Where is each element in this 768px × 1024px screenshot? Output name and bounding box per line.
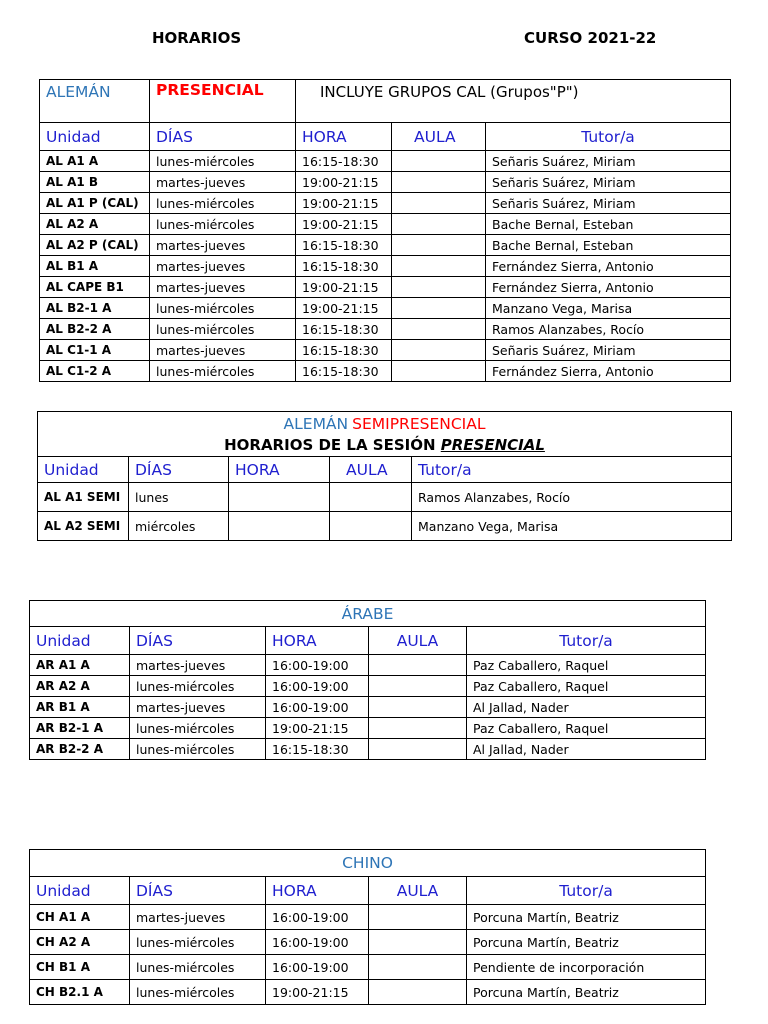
cell-hora: 16:15-18:30	[296, 151, 392, 172]
column-header-row	[30, 877, 706, 905]
cell-dias: martes-jueves	[150, 340, 296, 361]
cell-dias: lunes-miércoles	[130, 980, 266, 1005]
cell-hora: 19:00-21:15	[296, 193, 392, 214]
cell-aula	[369, 905, 467, 930]
cell-unidad: AL B2-2 A	[40, 319, 150, 340]
cell-aula	[369, 718, 467, 739]
col-tutor: Tutor/a	[467, 877, 706, 905]
table-row	[30, 980, 706, 1005]
cell-tutor: Paz Caballero, Raquel	[467, 676, 706, 697]
cell-tutor: Paz Caballero, Raquel	[467, 718, 706, 739]
cell-tutor: Señaris Suárez, Miriam	[486, 172, 731, 193]
cell-tutor: Fernández Sierra, Antonio	[486, 361, 731, 382]
cell-hora: 19:00-21:15	[296, 214, 392, 235]
cell-dias: lunes-miércoles	[130, 676, 266, 697]
cell-hora	[229, 483, 330, 512]
cell-unidad: AL CAPE B1	[40, 277, 150, 298]
table-row	[40, 361, 731, 382]
course-year: CURSO 2021-22	[524, 29, 657, 47]
column-header-row	[38, 457, 732, 483]
table-row	[30, 697, 706, 718]
semi-title: ALEMÁN SEMIPRESENCIAL HORARIOS DE LA SESIÓN PRESENCIAL	[38, 412, 732, 457]
col-aula: AULA	[392, 123, 486, 151]
table-row	[30, 718, 706, 739]
cell-unidad: AL B1 A	[40, 256, 150, 277]
page-title: HORARIOS	[152, 29, 242, 47]
cell-hora: 16:15-18:30	[296, 340, 392, 361]
arabe-title: ÁRABE	[30, 601, 706, 627]
cell-unidad: AL C1-1 A	[40, 340, 150, 361]
col-unidad: Unidad	[30, 627, 130, 655]
cell-tutor: Manzano Vega, Marisa	[486, 298, 731, 319]
cell-tutor: Bache Bernal, Esteban	[486, 235, 731, 256]
table-row	[40, 256, 731, 277]
cell-hora: 16:00-19:00	[266, 930, 369, 955]
cell-hora: 16:15-18:30	[296, 256, 392, 277]
cell-hora: 19:00-21:15	[266, 718, 369, 739]
cell-dias: miércoles	[129, 512, 229, 541]
col-aula: AULA	[330, 457, 412, 483]
cell-dias: martes-jueves	[130, 655, 266, 676]
chino-title: CHINO	[30, 850, 706, 877]
cell-aula	[392, 298, 486, 319]
cell-aula	[392, 193, 486, 214]
cell-tutor: Al Jallad, Nader	[467, 697, 706, 718]
cell-unidad: AR B2-2 A	[30, 739, 130, 760]
cell-hora: 16:15-18:30	[296, 361, 392, 382]
cell-dias: martes-jueves	[150, 256, 296, 277]
cell-unidad: AL A2 SEMI	[38, 512, 129, 541]
cell-tutor: Fernández Sierra, Antonio	[486, 277, 731, 298]
col-dias: DÍAS	[150, 123, 296, 151]
table-row	[30, 676, 706, 697]
table-row	[30, 905, 706, 930]
col-dias: DÍAS	[130, 627, 266, 655]
table-row	[30, 930, 706, 955]
cell-dias: lunes-miércoles	[150, 151, 296, 172]
section-title-row	[30, 850, 706, 877]
table-row	[40, 172, 731, 193]
cell-aula	[330, 512, 412, 541]
cell-aula	[392, 277, 486, 298]
cell-aula	[369, 930, 467, 955]
cell-aula	[369, 980, 467, 1005]
cell-unidad: AR B1 A	[30, 697, 130, 718]
cell-unidad: AL B2-1 A	[40, 298, 150, 319]
column-header-row	[30, 627, 706, 655]
table-row	[40, 193, 731, 214]
mode-title: PRESENCIAL	[150, 80, 296, 123]
cell-unidad: AR A2 A	[30, 676, 130, 697]
col-unidad: Unidad	[38, 457, 129, 483]
cell-dias: lunes-miércoles	[130, 930, 266, 955]
cell-dias: martes-jueves	[150, 235, 296, 256]
cell-hora: 19:00-21:15	[296, 298, 392, 319]
cell-aula	[369, 697, 467, 718]
cell-hora: 16:00-19:00	[266, 955, 369, 980]
col-tutor: Tutor/a	[412, 457, 732, 483]
language-title: ALEMÁN	[40, 80, 150, 123]
table-row	[40, 214, 731, 235]
cell-unidad: AL A1 B	[40, 172, 150, 193]
cell-unidad: CH A1 A	[30, 905, 130, 930]
arabe-table	[29, 600, 706, 760]
table-row	[30, 655, 706, 676]
cell-dias: lunes-miércoles	[150, 319, 296, 340]
section-title-row	[30, 601, 706, 627]
cell-aula	[392, 319, 486, 340]
cell-aula	[392, 340, 486, 361]
cell-aula	[392, 361, 486, 382]
cell-tutor: Al Jallad, Nader	[467, 739, 706, 760]
cell-tutor: Porcuna Martín, Beatriz	[467, 930, 706, 955]
cell-aula	[392, 172, 486, 193]
cell-hora	[229, 512, 330, 541]
cell-unidad: CH B1 A	[30, 955, 130, 980]
col-hora: HORA	[296, 123, 392, 151]
cell-unidad: AL A1 A	[40, 151, 150, 172]
cell-unidad: AL A1 P (CAL)	[40, 193, 150, 214]
cell-unidad: AL A2 P (CAL)	[40, 235, 150, 256]
cell-hora: 16:15-18:30	[266, 739, 369, 760]
cell-dias: lunes-miércoles	[130, 955, 266, 980]
cell-tutor: Fernández Sierra, Antonio	[486, 256, 731, 277]
cell-aula	[369, 739, 467, 760]
cell-hora: 19:00-21:15	[266, 980, 369, 1005]
cell-tutor: Ramos Alanzabes, Rocío	[486, 319, 731, 340]
cell-hora: 16:15-18:30	[296, 235, 392, 256]
cell-hora: 16:15-18:30	[296, 319, 392, 340]
cell-hora: 19:00-21:15	[296, 172, 392, 193]
cell-hora: 16:00-19:00	[266, 676, 369, 697]
cell-aula	[392, 151, 486, 172]
col-unidad: Unidad	[30, 877, 130, 905]
col-unidad: Unidad	[40, 123, 150, 151]
cell-tutor: Señaris Suárez, Miriam	[486, 151, 731, 172]
col-dias: DÍAS	[129, 457, 229, 483]
col-hora: HORA	[229, 457, 330, 483]
col-dias: DÍAS	[130, 877, 266, 905]
cell-aula	[392, 235, 486, 256]
cell-unidad: AL A2 A	[40, 214, 150, 235]
cell-tutor: Pendiente de incorporación	[467, 955, 706, 980]
table-row	[40, 319, 731, 340]
cell-unidad: AR A1 A	[30, 655, 130, 676]
section-title-row	[40, 80, 731, 123]
table-row	[40, 151, 731, 172]
cell-dias: lunes	[129, 483, 229, 512]
cell-dias: martes-jueves	[150, 277, 296, 298]
cal-note: INCLUYE GRUPOS CAL (Grupos"P")	[296, 80, 731, 123]
cell-dias: lunes-miércoles	[150, 298, 296, 319]
table-row	[38, 512, 732, 541]
col-aula: AULA	[369, 877, 467, 905]
cell-tutor: Señaris Suárez, Miriam	[486, 193, 731, 214]
cell-aula	[369, 955, 467, 980]
cell-tutor: Porcuna Martín, Beatriz	[467, 980, 706, 1005]
column-header-row	[40, 123, 731, 151]
col-hora: HORA	[266, 627, 369, 655]
cell-tutor: Paz Caballero, Raquel	[467, 655, 706, 676]
cell-aula	[369, 655, 467, 676]
table-row	[30, 955, 706, 980]
table-row	[40, 235, 731, 256]
table-row	[40, 277, 731, 298]
cell-dias: martes-jueves	[130, 697, 266, 718]
cell-tutor: Bache Bernal, Esteban	[486, 214, 731, 235]
cell-hora: 16:00-19:00	[266, 655, 369, 676]
table-row	[40, 298, 731, 319]
cell-hora: 19:00-21:15	[296, 277, 392, 298]
cell-dias: lunes-miércoles	[150, 214, 296, 235]
cell-unidad: CH B2.1 A	[30, 980, 130, 1005]
cell-dias: lunes-miércoles	[150, 361, 296, 382]
cell-tutor: Manzano Vega, Marisa	[412, 512, 732, 541]
cell-tutor: Ramos Alanzabes, Rocío	[412, 483, 732, 512]
cell-aula	[330, 483, 412, 512]
aleman-presencial-table	[39, 79, 731, 382]
table-row	[30, 739, 706, 760]
cell-unidad: CH A2 A	[30, 930, 130, 955]
cell-dias: martes-jueves	[130, 905, 266, 930]
col-tutor: Tutor/a	[486, 123, 731, 151]
cell-dias: lunes-miércoles	[130, 718, 266, 739]
section-title-row	[38, 412, 732, 457]
cell-hora: 16:00-19:00	[266, 905, 369, 930]
table-row	[38, 483, 732, 512]
cell-aula	[392, 256, 486, 277]
cell-unidad: AL A1 SEMI	[38, 483, 129, 512]
col-tutor: Tutor/a	[467, 627, 706, 655]
cell-unidad: AL C1-2 A	[40, 361, 150, 382]
cell-tutor: Señaris Suárez, Miriam	[486, 340, 731, 361]
cell-aula	[369, 676, 467, 697]
chino-table	[29, 849, 706, 1005]
cell-tutor: Porcuna Martín, Beatriz	[467, 905, 706, 930]
aleman-semi-table	[37, 411, 732, 541]
cell-aula	[392, 214, 486, 235]
table-row	[40, 340, 731, 361]
cell-dias: lunes-miércoles	[150, 193, 296, 214]
cell-dias: lunes-miércoles	[130, 739, 266, 760]
col-aula: AULA	[369, 627, 467, 655]
cell-unidad: AR B2-1 A	[30, 718, 130, 739]
col-hora: HORA	[266, 877, 369, 905]
cell-hora: 16:00-19:00	[266, 697, 369, 718]
cell-dias: martes-jueves	[150, 172, 296, 193]
